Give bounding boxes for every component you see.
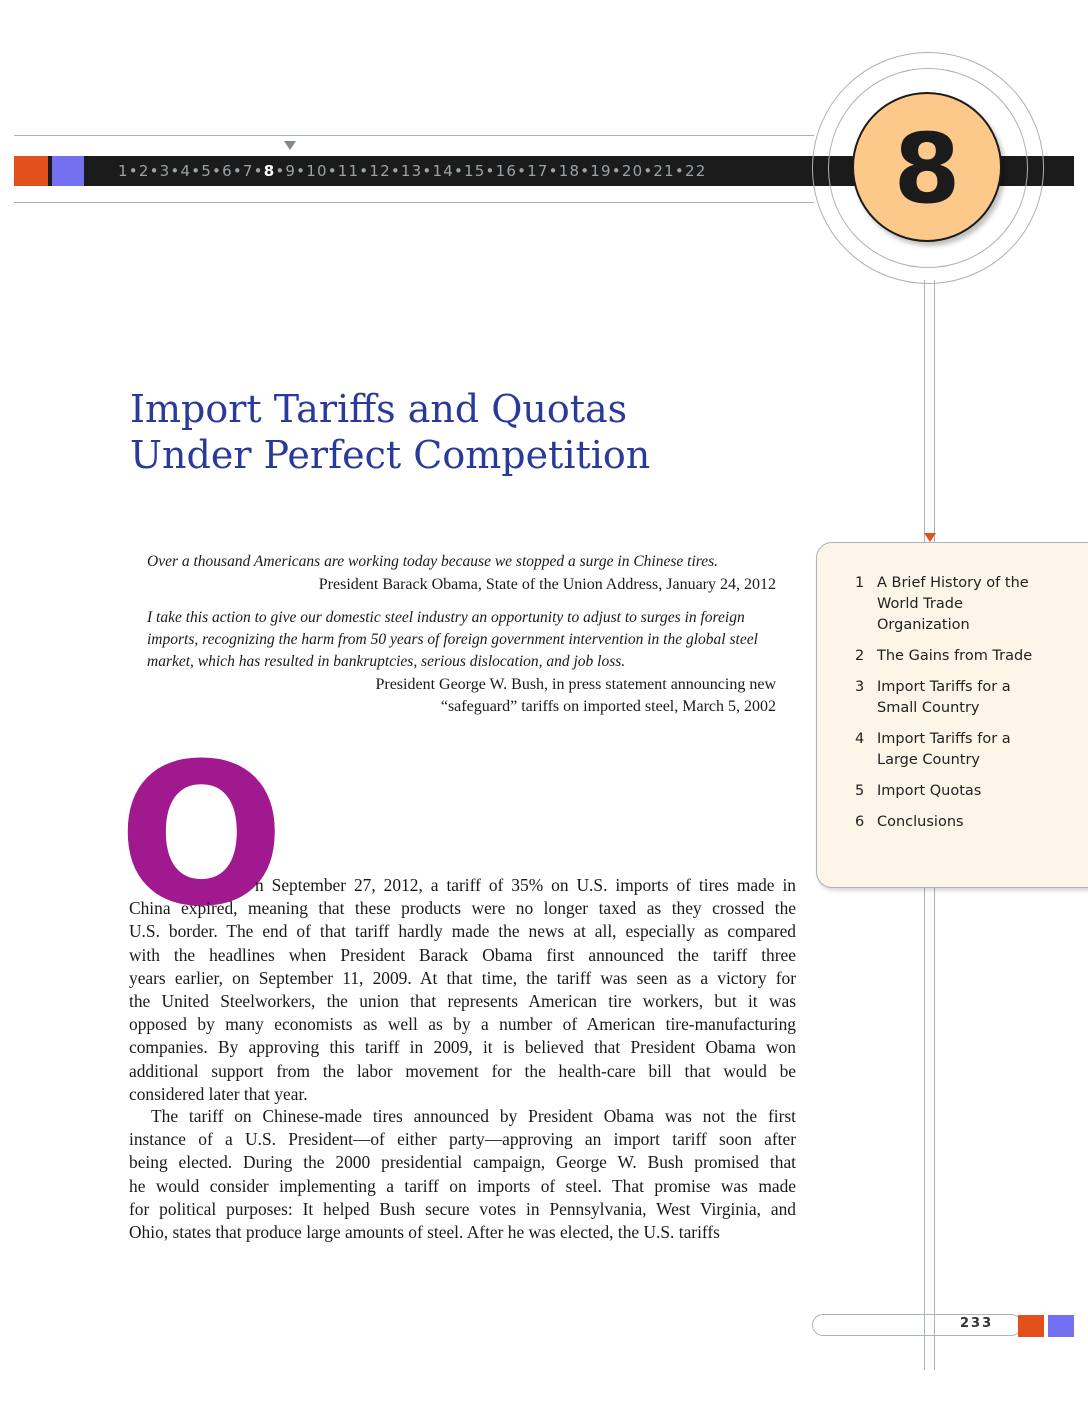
chapter-separator: • bbox=[359, 162, 370, 180]
contents-item-number: 6 bbox=[855, 814, 865, 830]
contents-item[interactable] bbox=[855, 573, 1045, 636]
body-line: companies. By approving this tariff in 2009, it is believed that President Obama won bbox=[129, 1037, 796, 1058]
chapter-link-5[interactable]: 5 bbox=[201, 162, 212, 180]
chapter-link-3[interactable]: 3 bbox=[159, 162, 171, 180]
contents-item[interactable] bbox=[855, 729, 1045, 771]
contents-item-label: Import Tariffs for a Small Country bbox=[877, 679, 1011, 716]
body-line: with the headlines when President Barack Obama first announced the tariff three bbox=[129, 944, 796, 965]
chapter-link-6[interactable]: 6 bbox=[222, 162, 233, 180]
chapter-title bbox=[130, 386, 650, 478]
chapter-link-8[interactable]: 8 bbox=[263, 162, 276, 180]
chapter-separator: • bbox=[275, 162, 286, 180]
epigraph-attribution-2-line-2: “safeguard” tariffs on imported steel, March 5, 2002 bbox=[440, 698, 776, 715]
contents-item-label: Import Tariffs for a Large Country bbox=[877, 731, 1011, 768]
chapter-separator: • bbox=[548, 162, 559, 180]
chapter-separator: • bbox=[128, 162, 139, 180]
contents-item-number: 3 bbox=[855, 679, 865, 695]
epigraph-attribution-1: President Barack Obama, State of the Union Address, January 24, 2012 bbox=[318, 576, 776, 593]
chapter-link-13[interactable]: 13 bbox=[400, 162, 423, 180]
chapter-contents-list bbox=[855, 573, 1045, 843]
chapter-separator: • bbox=[212, 162, 223, 180]
contents-item-number: 5 bbox=[855, 783, 865, 799]
chapter-separator: • bbox=[453, 162, 465, 180]
chapter-contents-box bbox=[816, 542, 1088, 888]
contents-item-number: 2 bbox=[855, 648, 865, 664]
body-line: the United Steelworkers, the union that represents American tire workers, but it was bbox=[129, 991, 796, 1012]
contents-item-number: 1 bbox=[855, 575, 865, 591]
contents-item[interactable] bbox=[855, 677, 1045, 719]
chapter-separator: • bbox=[253, 162, 264, 180]
contents-item-label: Import Quotas bbox=[877, 783, 982, 799]
chapter-separator: • bbox=[191, 162, 202, 180]
body-line: opposed by many economists as well as by a number of American tire-manufacturing bbox=[129, 1014, 796, 1035]
chapter-number-badge bbox=[852, 92, 1002, 242]
chapter-link-11[interactable]: 11 bbox=[337, 162, 360, 180]
chapter-separator: • bbox=[390, 162, 401, 180]
purple-swatch bbox=[52, 156, 84, 186]
chapter-link-1[interactable]: 1 bbox=[118, 162, 129, 180]
epigraph-attribution-2-line-1: President George W. Bush, in press statement announcing new bbox=[375, 676, 776, 693]
chapter-title-line-1: Import Tariffs and Quotas bbox=[130, 387, 628, 431]
body-paragraph-1 bbox=[129, 874, 796, 1106]
chapter-separator: • bbox=[327, 162, 338, 180]
chapter-separator: • bbox=[611, 162, 622, 180]
chapter-link-16[interactable]: 16 bbox=[495, 162, 518, 180]
chapter-separator: • bbox=[517, 162, 528, 180]
header-rule-top bbox=[14, 135, 814, 136]
body-line: he would consider implementing a tariff on imports of steel. That promise was made bbox=[129, 1175, 796, 1196]
chapter-separator: • bbox=[296, 162, 307, 180]
chapter-link-21[interactable]: 21 bbox=[653, 162, 675, 180]
chapter-separator: • bbox=[232, 162, 243, 180]
orange-swatch bbox=[14, 156, 48, 186]
epigraph-quote-2: I take this action to give our domestic steel industry an opportunity to adjust to surges in foreign imports, recognizing the harm from 50 years of foreign government intervention in the global steel market, which has resulted in bankruptcies, serious dislocation, and job loss. bbox=[147, 609, 758, 670]
body-line: additional support from the labor movement for the health-care bill that would be bbox=[129, 1060, 796, 1081]
chapter-separator: • bbox=[580, 162, 591, 180]
current-chapter-marker-icon bbox=[284, 141, 296, 150]
chapter-link-17[interactable]: 17 bbox=[527, 162, 549, 180]
body-line: Ohio, states that produce large amounts of steel. After he was elected, the U.S. tariffs bbox=[129, 1222, 720, 1243]
chapter-link-18[interactable]: 18 bbox=[558, 162, 581, 180]
chapter-separator: • bbox=[485, 162, 496, 180]
contents-item-label: A Brief History of the World Trade Organization bbox=[877, 575, 1029, 633]
body-line: for political purposes: It helped Bush secure votes in Pennsylvania, West Virginia, and bbox=[129, 1198, 796, 1219]
body-line: The tariff on Chinese-made tires announced by President Obama was not the first bbox=[151, 1106, 796, 1126]
chapter-separator: • bbox=[170, 162, 181, 180]
contents-marker-icon bbox=[924, 533, 936, 542]
body-line: China expired, meaning that these products were no longer taxed as they crossed the bbox=[129, 898, 796, 919]
chapter-link-19[interactable]: 19 bbox=[590, 162, 612, 180]
chapter-link-14[interactable]: 14 bbox=[432, 162, 454, 180]
chapter-link-4[interactable]: 4 bbox=[180, 162, 192, 180]
body-line: n September 27, 2012, a tariff of 35% on U.S. imports of tires made in bbox=[255, 875, 796, 895]
contents-item-label: The Gains from Trade bbox=[877, 648, 1033, 664]
body-line: U.S. border. The end of that tariff hardly made the news at all, especially as compared bbox=[129, 921, 796, 942]
chapter-separator: • bbox=[643, 162, 654, 180]
body-line: being elected. During the 2000 presidential campaign, George W. Bush promised that bbox=[129, 1152, 796, 1173]
epigraph-quote-1: Over a thousand Americans are working today because we stopped a surge in Chinese tires. bbox=[147, 553, 718, 570]
contents-item-label: Conclusions bbox=[877, 814, 964, 830]
chapter-link-10[interactable]: 10 bbox=[306, 162, 328, 180]
chapter-link-22[interactable]: 22 bbox=[684, 162, 707, 180]
contents-item[interactable] bbox=[855, 781, 1045, 802]
chapter-link-15[interactable]: 15 bbox=[464, 162, 486, 180]
chapter-navigation bbox=[118, 160, 706, 182]
chapter-separator: • bbox=[422, 162, 433, 180]
chapter-link-12[interactable]: 12 bbox=[369, 162, 391, 180]
chapter-title-line-2: Under Perfect Competition bbox=[130, 433, 651, 477]
contents-item[interactable] bbox=[855, 812, 1045, 833]
contents-item-number: 4 bbox=[855, 731, 865, 747]
page-number: 233 bbox=[960, 1316, 994, 1331]
footer-orange-swatch bbox=[1018, 1315, 1044, 1337]
body-line: instance of a U.S. President—of either party—approving an import tariff soon after bbox=[129, 1129, 796, 1150]
drop-cap: O bbox=[118, 722, 285, 950]
chapter-link-7[interactable]: 7 bbox=[242, 162, 254, 180]
footer-purple-swatch bbox=[1048, 1315, 1074, 1337]
header-rule-bottom bbox=[14, 202, 814, 203]
body-paragraph-2 bbox=[129, 1105, 796, 1244]
chapter-link-2[interactable]: 2 bbox=[138, 162, 150, 180]
chapter-number: 8 bbox=[893, 113, 961, 225]
chapter-separator: • bbox=[149, 162, 160, 180]
body-line: years earlier, on September 11, 2009. At that time, the tariff was seen as a victory for bbox=[129, 967, 796, 988]
chapter-separator: • bbox=[674, 162, 685, 180]
contents-item[interactable] bbox=[855, 646, 1045, 667]
body-line: considered later that year. bbox=[129, 1083, 308, 1104]
chapter-link-9[interactable]: 9 bbox=[285, 162, 297, 180]
chapter-link-20[interactable]: 20 bbox=[621, 162, 644, 180]
